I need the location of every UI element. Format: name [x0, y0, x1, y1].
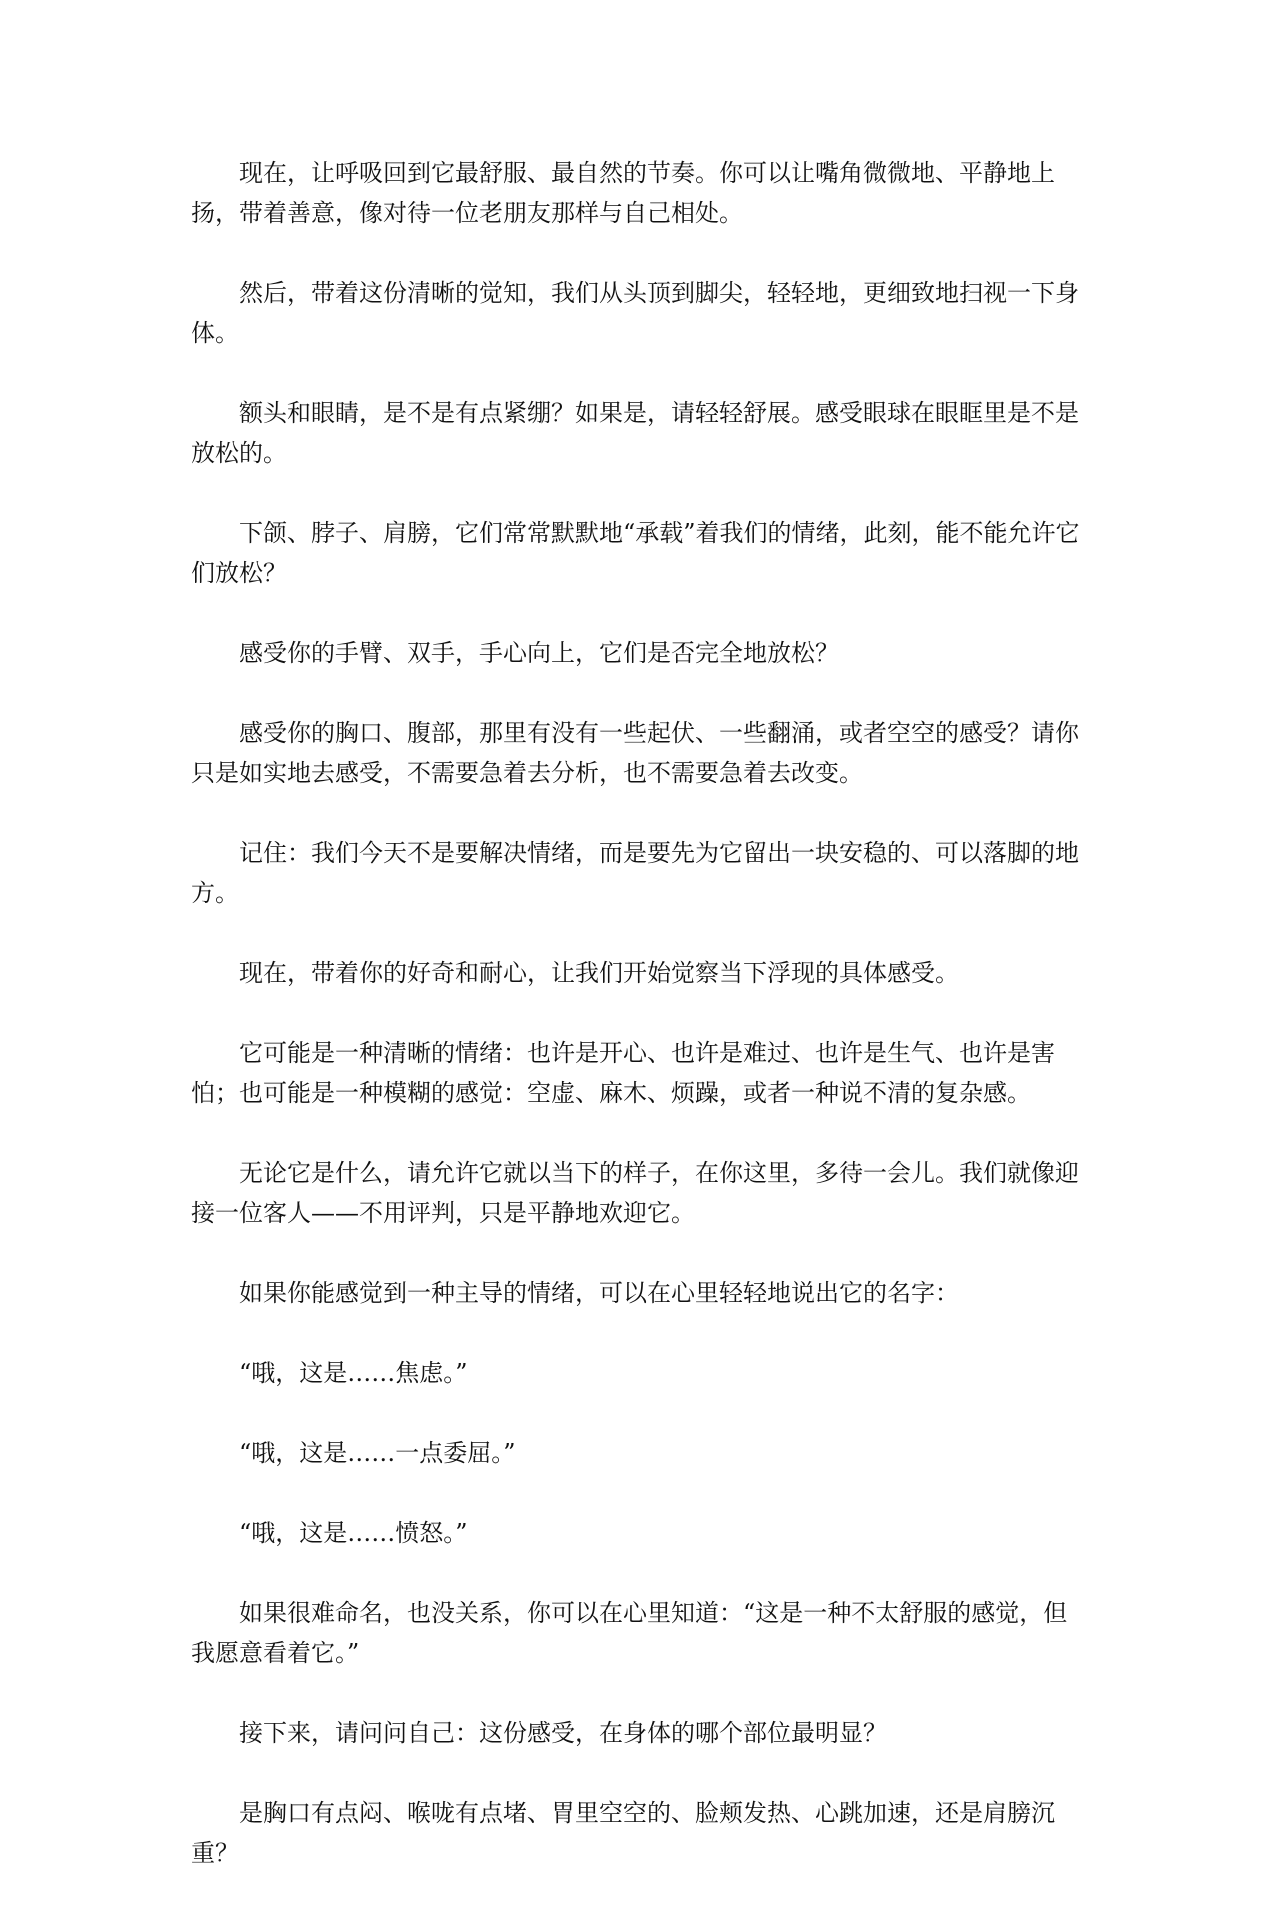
paragraph-13: “哦，这是……一点委屈。”	[239, 1439, 516, 1467]
paragraph-14: “哦，这是……愤怒。”	[239, 1519, 468, 1547]
paragraph-16: 接下来，请问问自己：这份感受，在身体的哪个部位最明显？	[239, 1719, 887, 1747]
paragraph-11: 如果你能感觉到一种主导的情绪，可以在心里轻轻地说出它的名字：	[239, 1279, 959, 1307]
paragraph-4: 下颌、脖子、肩膀，它们常常默默地“承载”着我们的情绪，此刻，能不能允许它们放松？	[191, 519, 1080, 587]
paragraph-7: 记住：我们今天不是要解决情绪，而是要先为它留出一块安稳的、可以落脚的地方。	[191, 839, 1079, 907]
paragraph-17: 是胸口有点闷、喉咙有点堵、胃里空空的、脸颊发热、心跳加速，还是肩膀沉重？	[191, 1799, 1055, 1867]
paragraph-6: 感受你的胸口、腹部，那里有没有一些起伏、一些翻涌，或者空空的感受？请你只是如实地去感受，不需要急着去分析，也不需要急着去改变。	[191, 719, 1079, 787]
paragraph-12: “哦，这是……焦虑。”	[239, 1359, 468, 1387]
paragraph-10: 无论它是什么，请允许它就以当下的样子，在你这里，多待一会儿。我们就像迎接一位客人——不用评判，只是平静地欢迎它。	[191, 1159, 1079, 1227]
paragraph-8: 现在，带着你的好奇和耐心，让我们开始觉察当下浮现的具体感受。	[239, 959, 959, 987]
paragraph-1: 现在，让呼吸回到它最舒服、最自然的节奏。你可以让嘴角微微地、平静地上扬，带着善意，像对待一位老朋友那样与自己相处。	[191, 159, 1055, 227]
paragraph-5: 感受你的手臂、双手，手心向上，它们是否完全地放松？	[239, 639, 839, 667]
paragraph-9: 它可能是一种清晰的情绪：也许是开心、也许是难过、也许是生气、也许是害怕；也可能是一种模糊的感觉：空虚、麻木、烦躁，或者一种说不清的复杂感。	[191, 1039, 1055, 1107]
document-body	[191, 153, 1081, 1913]
paragraph-15: 如果很难命名，也没关系，你可以在心里知道：“这是一种不太舒服的感觉，但我愿意看着它。”	[191, 1599, 1068, 1667]
paragraph-3: 额头和眼睛，是不是有点紧绷？如果是，请轻轻舒展。感受眼球在眼眶里是不是放松的。	[191, 399, 1079, 467]
paragraph-2: 然后，带着这份清晰的觉知，我们从头顶到脚尖，轻轻地，更细致地扫视一下身体。	[191, 279, 1079, 347]
